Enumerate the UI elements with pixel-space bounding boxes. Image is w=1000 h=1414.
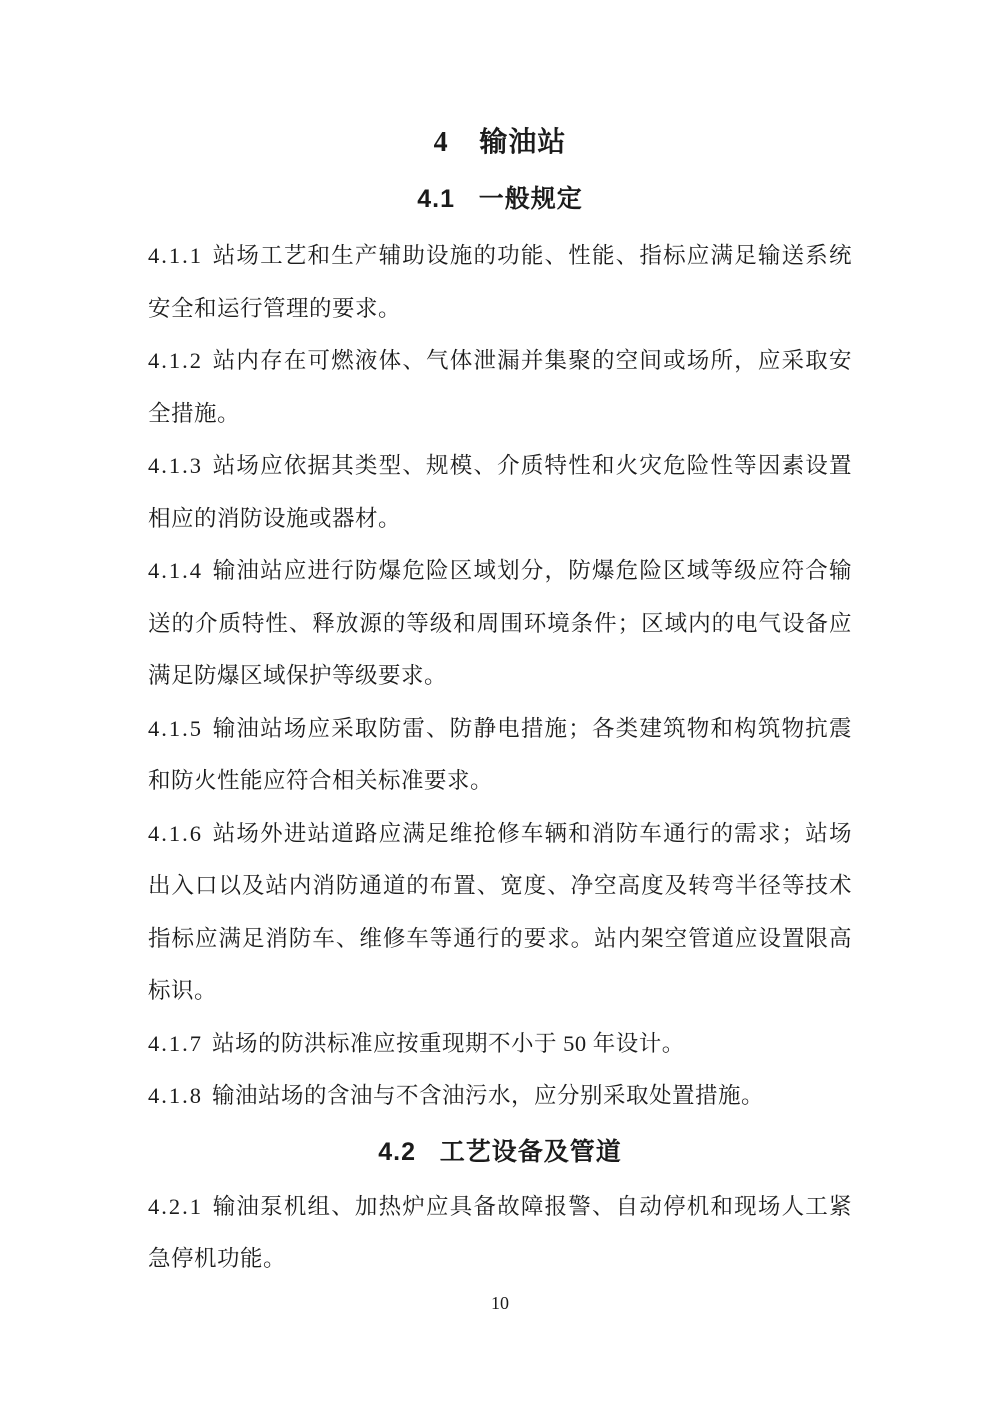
- clause-number: 4.1.2: [148, 348, 203, 373]
- clause-text: 站内存在可燃液体、气体泄漏并集聚的空间或场所，应采取安全措施。: [148, 348, 852, 426]
- clause-number: 4.1.6: [148, 820, 203, 846]
- clause-text: 输油泵机组、加热炉应具备故障报警、自动停机和现场人工紧急停机功能。: [148, 1193, 852, 1271]
- clause-text: 站场的防洪标准应按重现期不小于 50 年设计。: [212, 1030, 685, 1056]
- section-title-text: 工艺设备及管道: [439, 1137, 622, 1166]
- clause-4-1-8: [148, 1070, 852, 1123]
- clause-4-1-1: [148, 230, 852, 335]
- chapter-number: 4: [433, 127, 449, 158]
- clause-number: 4.1.3: [148, 453, 203, 478]
- clause-text: 站场应依据其类型、规模、介质特性和火灾危险性等因素设置相应的消防设施或器材。: [148, 453, 852, 531]
- chapter-title-text: 输油站: [479, 127, 567, 158]
- clause-text: 输油站应进行防爆危险区域划分，防爆危险区域等级应符合输送的介质特性、释放源的等级和周围环境条件；区域内的电气设备应满足防爆区域保护等级要求。: [148, 558, 852, 688]
- clause-text: 输油站场应采取防雷、防静电措施；各类建筑物和构筑物抗震和防火性能应符合相关标准要求。: [148, 715, 852, 793]
- clause-4-1-2: [148, 335, 852, 440]
- clause-text: 站场外进站道路应满足维抢修车辆和消防车通行的需求；站场出入口以及站内消防通道的布置、宽度、净空高度及转弯半径等技术指标应满足消防车、维修车等通行的要求。站内架空管道应设置限高标识。: [148, 820, 852, 1003]
- section-title-text: 一般规定: [478, 185, 583, 213]
- clause-number: 4.1.7: [148, 1030, 203, 1056]
- section-number: 4.1: [417, 185, 455, 213]
- section-heading-4-1: [148, 180, 852, 218]
- clause-4-1-6: [148, 808, 852, 1018]
- clause-number: 4.1.4: [148, 558, 203, 583]
- clause-number: 4.2.1: [148, 1193, 203, 1219]
- clause-text: 输油站场的含油与不含油污水，应分别采取处置措施。: [212, 1083, 765, 1108]
- clause-number: 4.1.5: [148, 715, 203, 741]
- clause-4-1-4: [148, 545, 852, 703]
- clause-4-1-7: [148, 1018, 852, 1071]
- chapter-heading: [148, 122, 852, 164]
- clause-4-1-3: [148, 440, 852, 545]
- section-number: 4.2: [378, 1137, 416, 1166]
- clause-number: 4.1.1: [148, 243, 203, 268]
- page-number: 10: [491, 1292, 509, 1313]
- clause-text: 站场工艺和生产辅助设施的功能、性能、指标应满足输送系统安全和运行管理的要求。: [148, 243, 852, 321]
- clause-4-2-1: [148, 1181, 852, 1286]
- clause-number: 4.1.8: [148, 1083, 203, 1108]
- clause-4-1-5: [148, 703, 852, 808]
- section-heading-4-2: [148, 1133, 852, 1171]
